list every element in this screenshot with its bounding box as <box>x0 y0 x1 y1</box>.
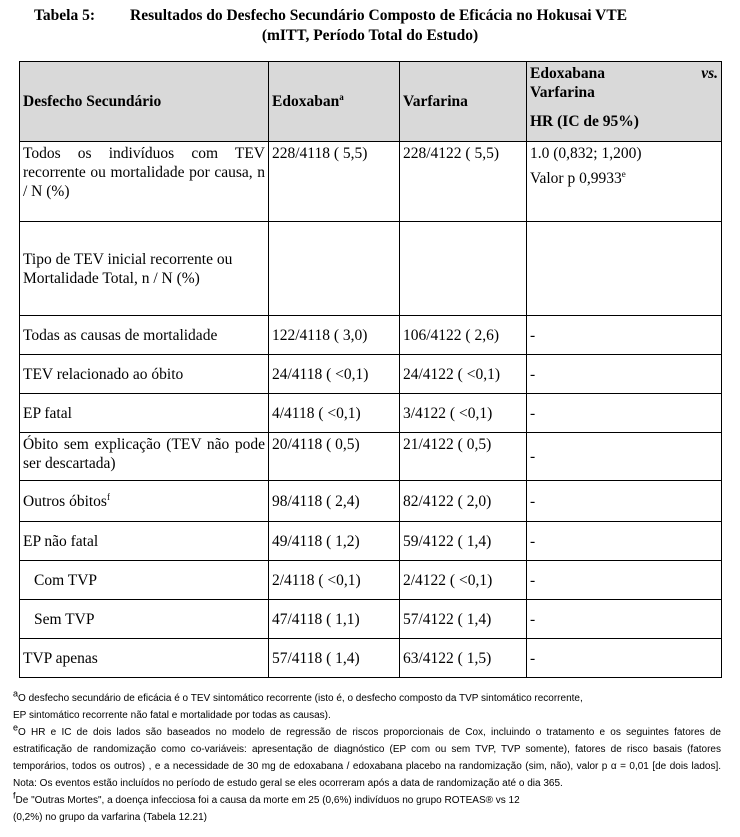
footnote-a-cont: EP sintomático recorrente não fatal e mortalidade por todas as causas). <box>13 710 331 721</box>
row-label: Todos os indivíduos com TEV recorrente ou mortalidade por causa, n / N (%) <box>20 142 269 222</box>
header-hr: vs. Edoxabana Varfarina HR (IC de 95%) <box>527 62 722 142</box>
table-label: Tabela 5: <box>34 7 96 24</box>
table-row <box>20 394 722 433</box>
row-label: TEV relacionado ao óbito <box>20 355 269 394</box>
row-varfarina: 228/4122 ( 5,5) <box>400 142 527 222</box>
row-label: TVP apenas <box>20 639 269 678</box>
row-label: Óbito sem explicação (TEV não pode ser descartada) <box>20 433 269 481</box>
row-varfarina: 57/4122 ( 1,4) <box>400 600 527 639</box>
row-label: Com TVP <box>20 561 269 600</box>
table-row <box>20 142 722 222</box>
footnote-f: $^f$De "Outras Mortes", a doença infecciosa foi a causa da morte em 25 (0,6%) indivíduos no grupo ROTEAS® vs 12 <box>13 790 520 806</box>
table-row <box>20 522 722 561</box>
row-hr: - <box>527 433 722 481</box>
row-edoxaban: 122/4118 ( 3,0) <box>269 316 400 355</box>
row-label: Sem TVP <box>20 600 269 639</box>
row-edoxaban: 98/4118 ( 2,4) <box>269 481 400 522</box>
header-varfarina: Varfarina <box>400 62 527 142</box>
table-row <box>20 355 722 394</box>
row-varfarina: 2/4122 ( <0,1) <box>400 561 527 600</box>
row-label: Todas as causas de mortalidade <box>20 316 269 355</box>
row-varfarina: 3/4122 ( <0,1) <box>400 394 527 433</box>
row-hr: - <box>527 639 722 678</box>
row-hr: - <box>527 561 722 600</box>
row-edoxaban: 228/4118 ( 5,5) <box>269 142 400 222</box>
row-varfarina <box>400 222 527 316</box>
row-edoxaban: 2/4118 ( <0,1) <box>269 561 400 600</box>
footnote-a: $^a$O desfecho secundário de eficácia é o TEV sintomático recorrente (isto é, o desfecho composto da TVP sintomático recorrente, <box>13 688 583 704</box>
row-varfarina: 106/4122 ( 2,6) <box>400 316 527 355</box>
table-row <box>20 316 722 355</box>
row-hr: - <box>527 600 722 639</box>
table-row <box>20 561 722 600</box>
header-row <box>20 62 722 142</box>
header-outcome: Desfecho Secundário <box>20 62 269 142</box>
footnotes <box>13 690 721 826</box>
row-hr: - <box>527 355 722 394</box>
row-hr: - <box>527 394 722 433</box>
header-edoxaban: Edoxaban$^a$ <box>269 62 400 142</box>
row-varfarina: 24/4122 ( <0,1) <box>400 355 527 394</box>
table-row <box>20 639 722 678</box>
row-edoxaban: 49/4118 ( 1,2) <box>269 522 400 561</box>
row-varfarina: 59/4122 ( 1,4) <box>400 522 527 561</box>
table-row <box>20 481 722 522</box>
title-line-1: Resultados do Desfecho Secundário Composto de Eficácia no Hokusai VTE <box>130 7 628 24</box>
row-label: Tipo de TEV inicial recorrente ou Mortalidade Total, n / N (%) <box>20 222 269 316</box>
table-row <box>20 433 722 481</box>
footnote-e: $^e$O HR e IC de dois lados são baseados no modelo de regressão de riscos proporcionais de Cox, incluindo o tratamento e os seguintes fatores de estratificação de randomização como co-variáveis: apresentação de diagnóstico (EP com ou sem TVP, TVP somente), fatores de risco basais (fatores temporários, todos os outros) , e a necessidade de 30 mg de edoxabana / edoxabana placebo na randomização (sim, não), valor p α = 0,01 [de dois lados]. Nota: Os eventos estão incluídos no período de estudo geral se eles ocorreram após a data de randomização até o dia 365. <box>13 722 721 789</box>
row-edoxaban: 47/4118 ( 1,1) <box>269 600 400 639</box>
row-edoxaban: 57/4118 ( 1,4) <box>269 639 400 678</box>
vs-label: vs. <box>701 65 718 82</box>
row-edoxaban: 24/4118 ( <0,1) <box>269 355 400 394</box>
row-varfarina: 21/4122 ( 0,5) <box>400 433 527 481</box>
row-label: EP não fatal <box>20 522 269 561</box>
row-hr: - <box>527 522 722 561</box>
title-line-2: (mITT, Período Total do Estudo) <box>261 27 479 44</box>
row-edoxaban: 20/4118 ( 0,5) <box>269 433 400 481</box>
results-table <box>19 61 722 678</box>
row-hr <box>527 222 722 316</box>
row-varfarina: 63/4122 ( 1,5) <box>400 639 527 678</box>
row-edoxaban <box>269 222 400 316</box>
row-edoxaban: 4/4118 ( <0,1) <box>269 394 400 433</box>
table-row <box>20 600 722 639</box>
row-hr: - <box>527 316 722 355</box>
table-row <box>20 222 722 316</box>
row-label: Outros óbitos$^f$ <box>20 481 269 522</box>
footnote-f-cont: (0,2%) no grupo da varfarina (Tabela 12.21) <box>13 812 208 823</box>
row-hr: 1.0 (0,832; 1,200) Valor p 0,9933e <box>527 142 722 222</box>
row-hr: - <box>527 481 722 522</box>
row-varfarina: 82/4122 ( 2,0) <box>400 481 527 522</box>
row-label: EP fatal <box>20 394 269 433</box>
